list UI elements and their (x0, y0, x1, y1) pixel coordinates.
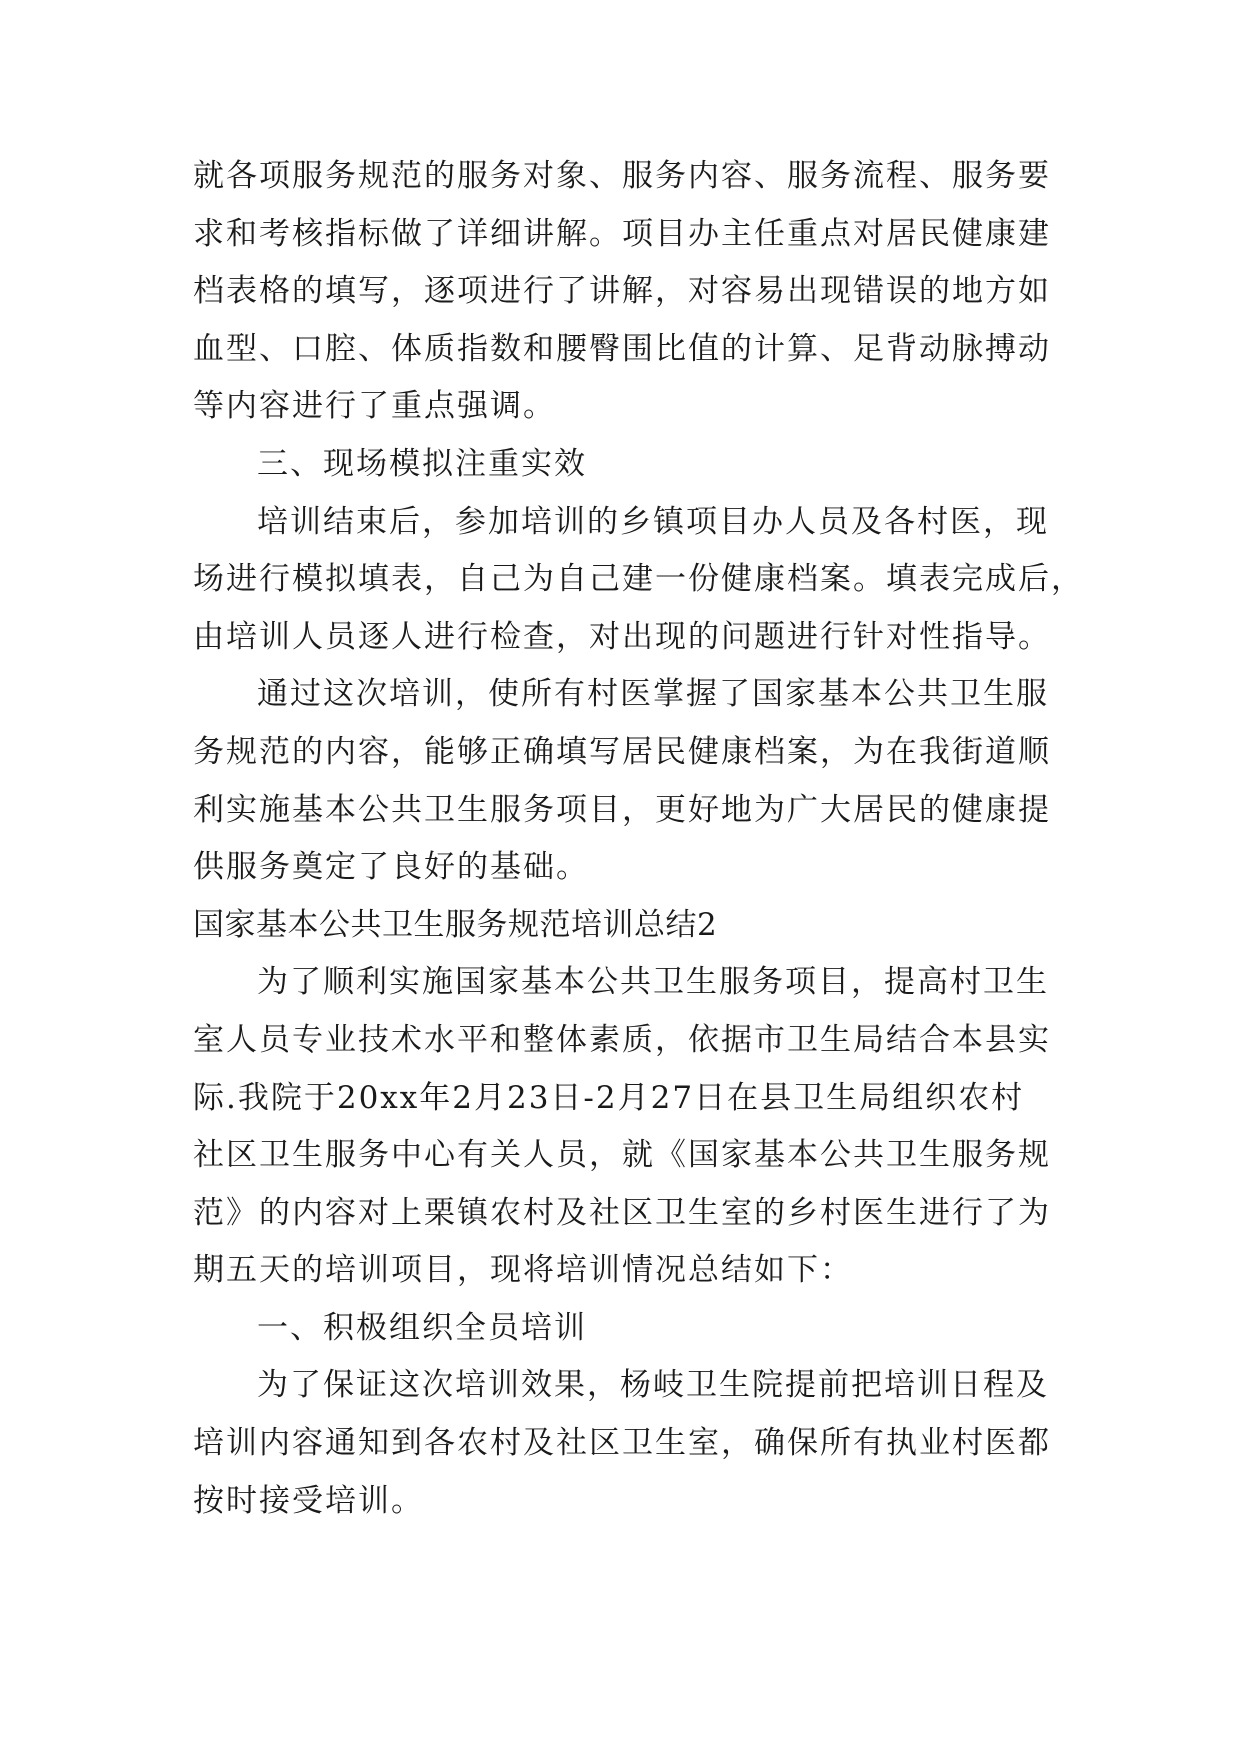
text-line: 通过这次培训，使所有村医掌握了国家基本公共卫生服 (257, 676, 1049, 713)
text-line: 血型、口腔、体质指数和腰臀围比值的计算、足背动脉搏动 (193, 330, 1051, 367)
text-line: 培训结束后，参加培训的乡镇项目办人员及各村医，现 (257, 503, 1049, 540)
text-line: 社区卫生服务中心有关人员，就《国家基本公共卫生服务规 (193, 1137, 1051, 1174)
text-line: 际.我院于20xx年2月23日-2月27日在县卫生局组织农村 (193, 1079, 1025, 1116)
text-line: 范》的内容对上栗镇农村及社区卫生室的乡村医生进行了为 (193, 1194, 1051, 1231)
text-line: 按时接受培训。 (193, 1482, 424, 1519)
document-body (193, 148, 1083, 1530)
text-line: 培训内容通知到各农村及社区卫生室，确保所有执业村医都 (193, 1425, 1051, 1462)
text-line: 为了保证这次培训效果，杨岐卫生院提前把培训日程及 (257, 1367, 1049, 1404)
text-line: 为了顺利实施国家基本公共卫生服务项目，提高村卫生 (257, 964, 1049, 1001)
text-line: 就各项服务规范的服务对象、服务内容、服务流程、服务要 (193, 158, 1051, 194)
section-heading: 一、积极组织全员培训 (257, 1309, 587, 1346)
text-line: 档表格的填写，逐项进行了讲解，对容易出现错误的地方如 (193, 273, 1051, 310)
text-line: 供服务奠定了良好的基础。 (193, 849, 589, 886)
text-line: 室人员专业技术水平和整体素质，依据市卫生局结合本县实 (193, 1021, 1051, 1058)
text-line: 利实施基本公共卫生服务项目，更好地为广大居民的健康提 (193, 791, 1051, 828)
section-heading: 三、现场模拟注重实效 (257, 445, 587, 482)
text-line: 由培训人员逐人进行检查，对出现的问题进行针对性指导。 (193, 618, 1051, 655)
text-line: 求和考核指标做了详细讲解。项目办主任重点对居民健康建 (193, 215, 1051, 252)
text-line: 场进行模拟填表，自己为自己建一份健康档案。填表完成后， (193, 561, 1084, 598)
document-title: 国家基本公共卫生服务规范培训总结2 (193, 906, 718, 943)
text-line: 等内容进行了重点强调。 (193, 388, 556, 425)
text-line: 期五天的培训项目，现将培训情况总结如下： (193, 1252, 853, 1289)
text-line: 务规范的内容，能够正确填写居民健康档案，为在我街道顺 (193, 733, 1051, 770)
